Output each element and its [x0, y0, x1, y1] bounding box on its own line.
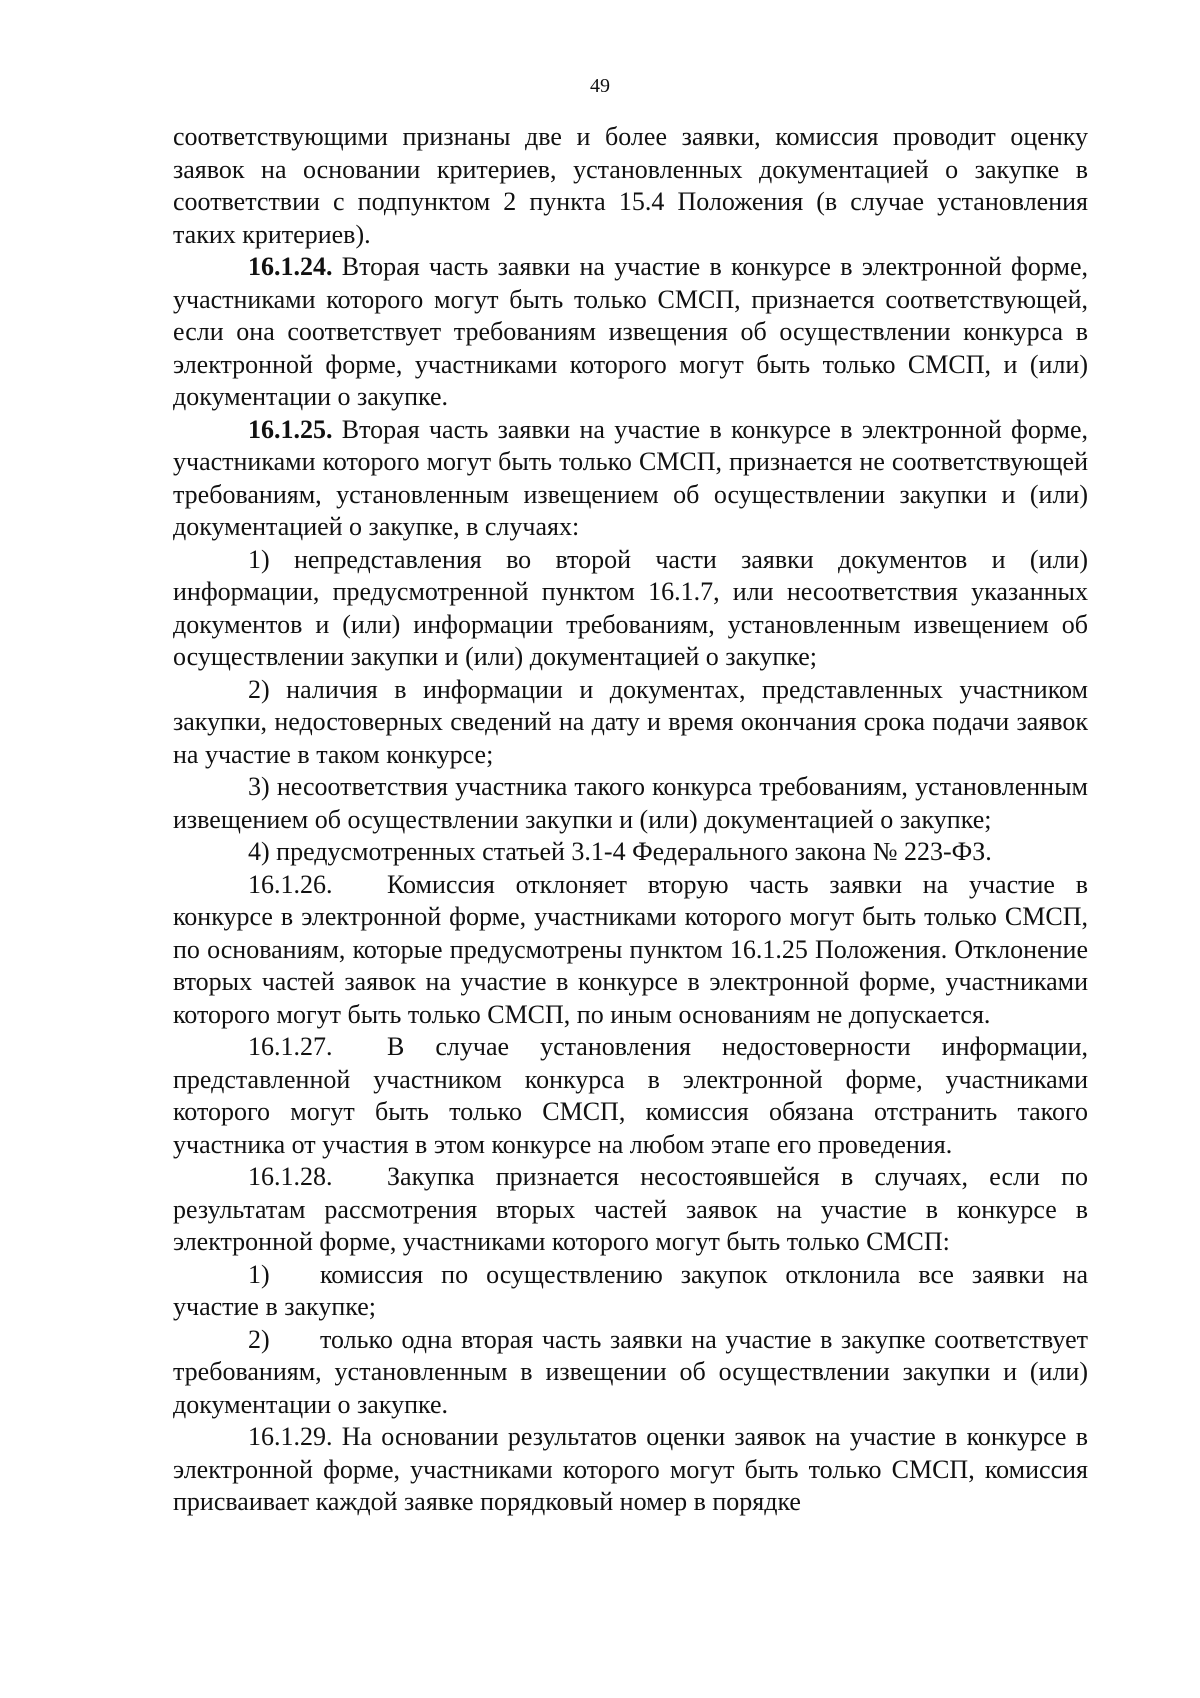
clause-text: Комиссия отклоняет вторую часть заявки на участие в конкурсе в электронной форме, участниками которого могут быть только СМСП, по основаниям, которые предусмотрены пунктом 16.1.25 Положения. Отклонение вторых частей заявок на участие в конкурсе в электронной форме, участниками которого могут быть только СМСП, по иным основаниям не допускается.: [173, 869, 1088, 1029]
clause-number: 16.1.27.: [248, 1032, 333, 1061]
clause-16-1-26: [173, 869, 1088, 1032]
clause-text: На основании результатов оценки заявок на участие в конкурсе в электронной форме, участниками которого могут быть только СМСП, комиссия присваивает каждой заявке порядковый номер в порядке: [173, 1422, 1088, 1516]
list-item-4: 4) предусмотренных статьей 3.1-4 Федерального закона № 223-ФЗ.: [248, 837, 992, 866]
clause-text: Закупка признается несостоявшейся в случаях, если по результатам рассмотрения вторых частей заявок на участие в конкурсе в электронной форме, участниками которого могут быть только СМСП:: [173, 1162, 1088, 1256]
list-item-2: 2) наличия в информации и документах, представленных участником закупки, недостоверных сведений на дату и время окончания срока подачи заявок на участие в таком конкурсе;: [173, 674, 1088, 769]
clause-text: Вторая часть заявки на участие в конкурсе в электронной форме, участниками которого могут быть только СМСП, признается не соответствующей требованиям, установленным извещением об осуществлении закупки и (или) документацией о закупке, в случаях:: [173, 414, 1088, 541]
document-body: [173, 121, 1088, 1519]
list-number: 1): [248, 1259, 270, 1289]
page-number: 49: [590, 75, 610, 97]
clause-text: Вторая часть заявки на участие в конкурсе в электронной форме, участниками которого могут быть только СМСП, признается соответствующей, если она соответствует требованиям извещения об осуществлении конкурса в электронной форме, участниками которого могут быть только СМСП, и (или) документации о закупке.: [173, 252, 1088, 411]
list-item-1b: [173, 1259, 1088, 1324]
clause-text: В случае установления недостоверности информации, представленной участником конкурса в электронной форме, участниками которого могут быть только СМСП, комиссия обязана отстранить такого участника от участия в этом конкурсе на любом этапе его проведения.: [173, 1032, 1088, 1159]
clause-number: 16.1.24.: [248, 252, 333, 281]
paragraph-continuation: соответствующими признаны две и более заявки, комиссия проводит оценку заявок на основании критериев, установленных документацией о закупке в соответствии с подпунктом 2 пункта 15.4 Положения (в случае установления таких критериев).: [173, 122, 1088, 249]
list-text: комиссия по осуществлению закупок отклонила все заявки на участие в закупке;: [173, 1259, 1088, 1321]
list-item-2b: [173, 1324, 1088, 1422]
clause-number: 16.1.25.: [248, 414, 333, 444]
list-item-3: 3) несоответствия участника такого конкурса требованиям, установленным извещением об осуществлении закупки и (или) документацией о закупке;: [173, 772, 1088, 834]
clause-16-1-28: [173, 1161, 1088, 1259]
clause-number: 16.1.26.: [248, 869, 333, 899]
clause-16-1-29: [173, 1421, 1088, 1519]
clause-16-1-24: [173, 251, 1088, 414]
clause-16-1-25: [173, 414, 1088, 544]
clause-16-1-27: [173, 1031, 1088, 1161]
clause-number: 16.1.29.: [248, 1422, 333, 1451]
list-number: 2): [248, 1324, 270, 1354]
list-item-1: 1) непредставления во второй части заявки документов и (или) информации, предусмотренной пунктом 16.1.7, или несоответствия указанных документов и (или) информации требованиям, установленным извещением об осуществлении закупки и (или) документацией о закупке;: [173, 544, 1088, 671]
clause-number: 16.1.28.: [248, 1162, 333, 1191]
list-text: только одна вторая часть заявки на участие в закупке соответствует требованиям, установленным в извещении об осуществлении закупки и (или) документации о закупке.: [173, 1324, 1088, 1419]
